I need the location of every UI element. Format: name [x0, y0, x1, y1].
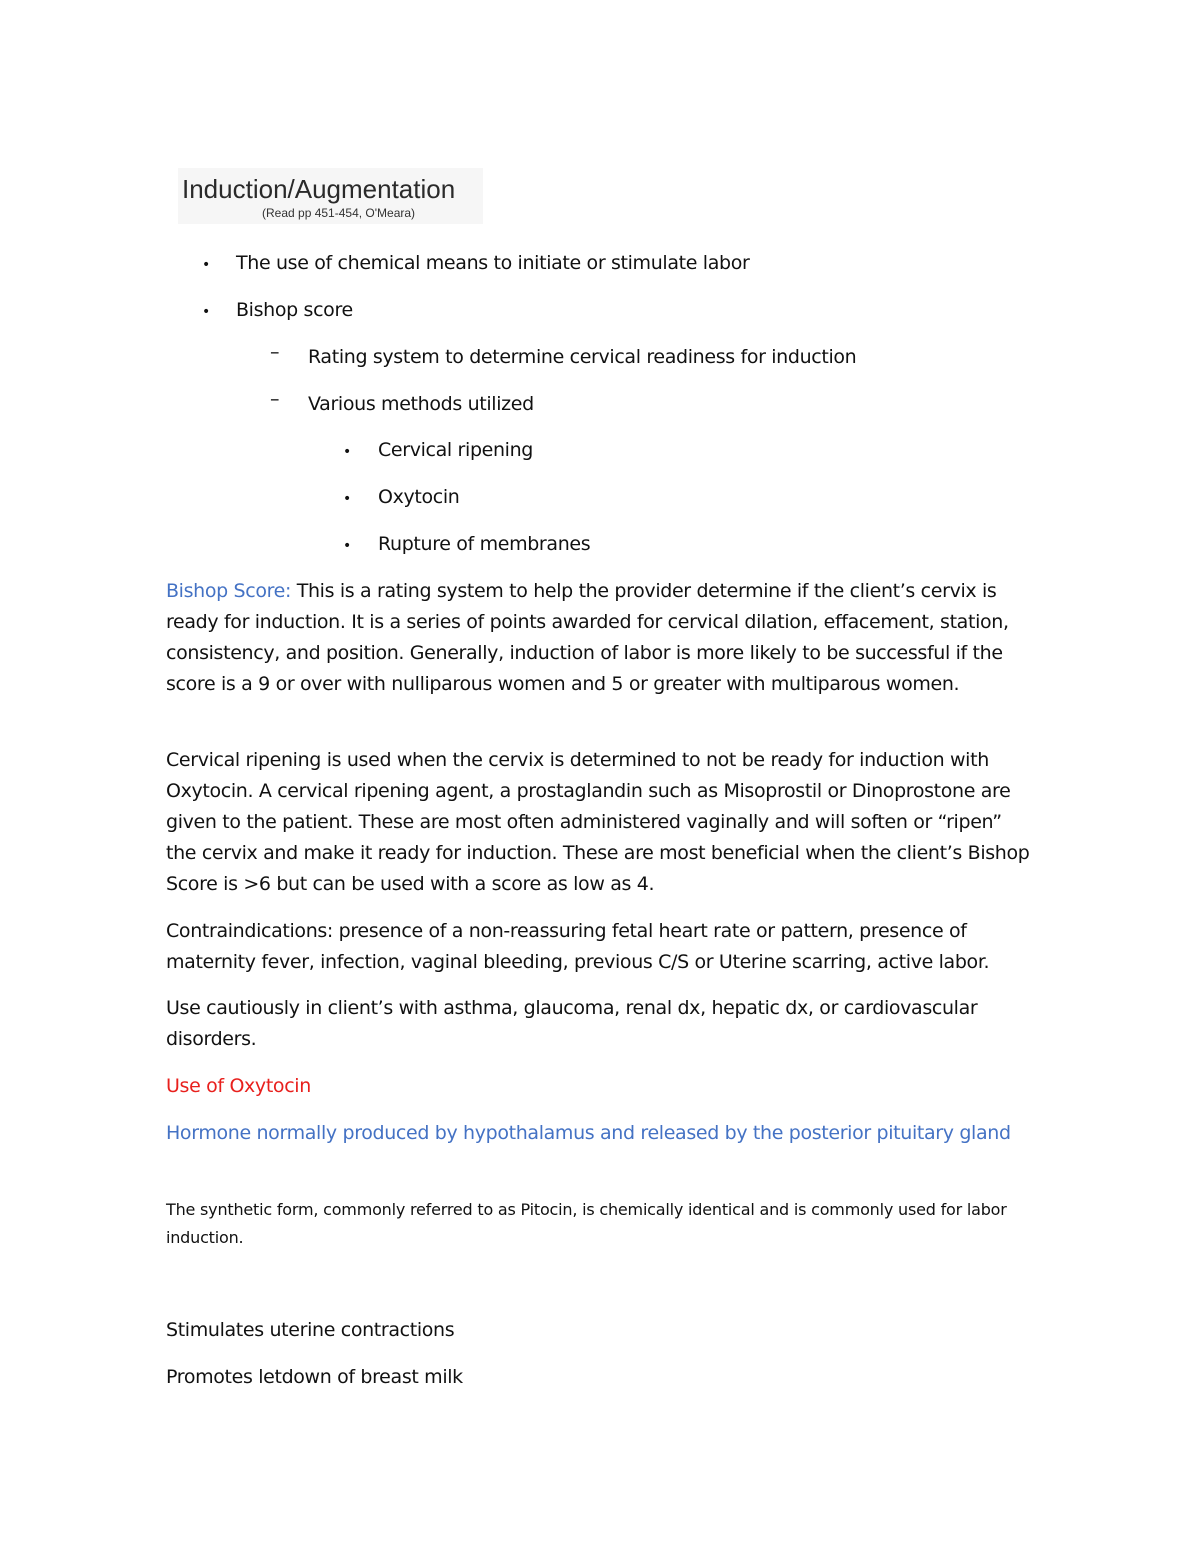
synthetic-form-paragraph: The synthetic form, commonly referred to as Pitocin, is chemically identical and is commonly used for labor induction.	[166, 1200, 1007, 1247]
bishop-score-text: This is a rating system to help the provider determine if the client’s cervix is ready for induction. It is a series of points awarded for cervical dilation, effacement, station, consistency, and position. Generally, induction of labor is more likely to be successful if the score is a 9 or over with nulliparous women and 5 or greater with multiparous women.	[166, 580, 1009, 695]
page-title: Induction/Augmentation	[182, 174, 456, 204]
title-image	[178, 168, 483, 224]
bishop-score-paragraph	[166, 576, 1036, 700]
effect-uterine-contractions: Stimulates uterine contractions	[166, 1319, 455, 1341]
effect-breast-milk-letdown: Promotes letdown of breast milk	[166, 1366, 463, 1388]
method-rupture-of-membranes: Rupture of membranes	[378, 533, 591, 555]
dash-marker: –	[270, 388, 280, 410]
bullet-marker: •	[343, 538, 352, 554]
dash-marker: –	[270, 341, 280, 363]
outline-subitem-methods: Various methods utilized	[308, 393, 534, 415]
contraindications-paragraph: Contraindications: presence of a non-reassuring fetal heart rate or pattern, presence of maternity fever, infection, vaginal bleeding, previous C/S or Uterine scarring, active labor.	[166, 920, 990, 973]
method-oxytocin: Oxytocin	[378, 486, 460, 508]
reading-reference: (Read pp 451-454, O'Meara)	[262, 206, 416, 220]
oxytocin-heading: Use of Oxytocin	[166, 1075, 311, 1097]
bullet-marker: •	[343, 491, 352, 507]
bullet-marker: •	[343, 444, 352, 460]
bullet-marker: •	[202, 257, 211, 273]
outline-item-bishop-score: Bishop score	[236, 299, 353, 321]
bullet-marker: •	[202, 304, 211, 320]
cervical-ripening-paragraph: Cervical ripening is used when the cervix is determined to not be ready for induction with Oxytocin. A cervical ripening agent, a prostaglandin such as Misoprostil or Dinoprostone are given to the patient. These are most often administered vaginally and will soften or “ripen” the cervix and make it ready for induction. These are most beneficial when the client’s Bishop Score is >6 but can be used with a score as low as 4.	[166, 749, 1030, 895]
outline-item-definition: The use of chemical means to initiate or stimulate labor	[236, 252, 750, 274]
method-cervical-ripening: Cervical ripening	[378, 439, 534, 461]
caution-paragraph: Use cautiously in client’s with asthma, glaucoma, renal dx, hepatic dx, or cardiovascular disorders.	[166, 997, 978, 1050]
bishop-score-label: Bishop Score:	[166, 580, 292, 602]
hormone-subheading: Hormone normally produced by hypothalamus and released by the posterior pituitary gland	[166, 1122, 1011, 1144]
outline-subitem-rating-system: Rating system to determine cervical readiness for induction	[308, 346, 857, 368]
